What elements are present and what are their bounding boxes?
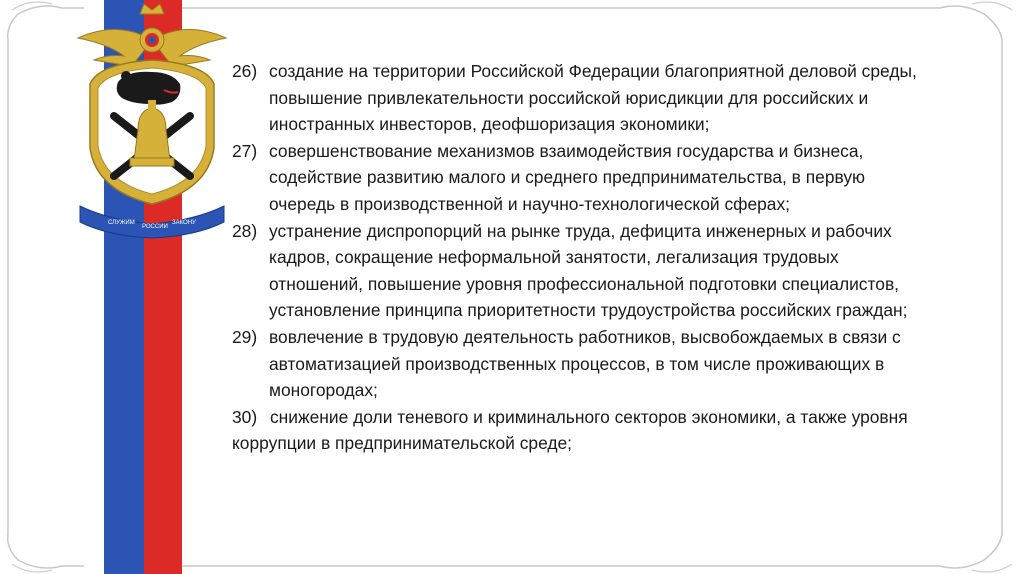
svg-text:РОССИИ: РОССИИ <box>142 224 168 230</box>
list-item-text: снижение доли теневого и криминального секторов экономики, а также уровня коррупции в предпринимательской среде; <box>232 406 908 454</box>
svg-text:СЛУЖИМ: СЛУЖИМ <box>108 220 135 226</box>
list-item <box>232 138 932 218</box>
list-item <box>232 218 932 324</box>
list-item-number: 29) <box>232 326 258 347</box>
emblem-icon <box>68 0 236 240</box>
list-item-number: 30) <box>232 406 258 427</box>
list-item-text: создание на территории Российской Федерации благоприятной деловой среды, повышение привлекательности российской юрисдикции для российских и иностранных инвесторов, деофшоризация экономики; <box>269 61 917 135</box>
list-item-text: совершенствование механизмов взаимодействия государства и бизнеса, содействие развитию малого и среднего предпринимательства, в первую очередь в производственной и научно-технологической сферах; <box>269 140 866 214</box>
list-item-number: 26) <box>232 61 258 81</box>
list-item <box>232 58 932 138</box>
list-item <box>232 404 932 457</box>
list-item-number: 28) <box>232 220 258 241</box>
list-item-text: устранение диспропорций на рынке труда, дефицита инженерных и рабочих кадров, сокращение неформальной занятости, легализация трудовых отношений, повышение уровня профессиональной подготовки специалистов, установление принципа приоритетности трудоустройства российских граждан; <box>269 220 908 321</box>
numbered-list <box>232 58 932 457</box>
svg-text:ЗАКОНУ: ЗАКОНУ <box>172 220 196 226</box>
list-item-number: 27) <box>232 140 258 161</box>
list-item-text: вовлечение в трудовую деятельность работников, высвобождаемых в связи с автоматизацией производственных процессов, в том числе проживающих в моногородах; <box>269 326 901 401</box>
list-item <box>232 324 932 404</box>
